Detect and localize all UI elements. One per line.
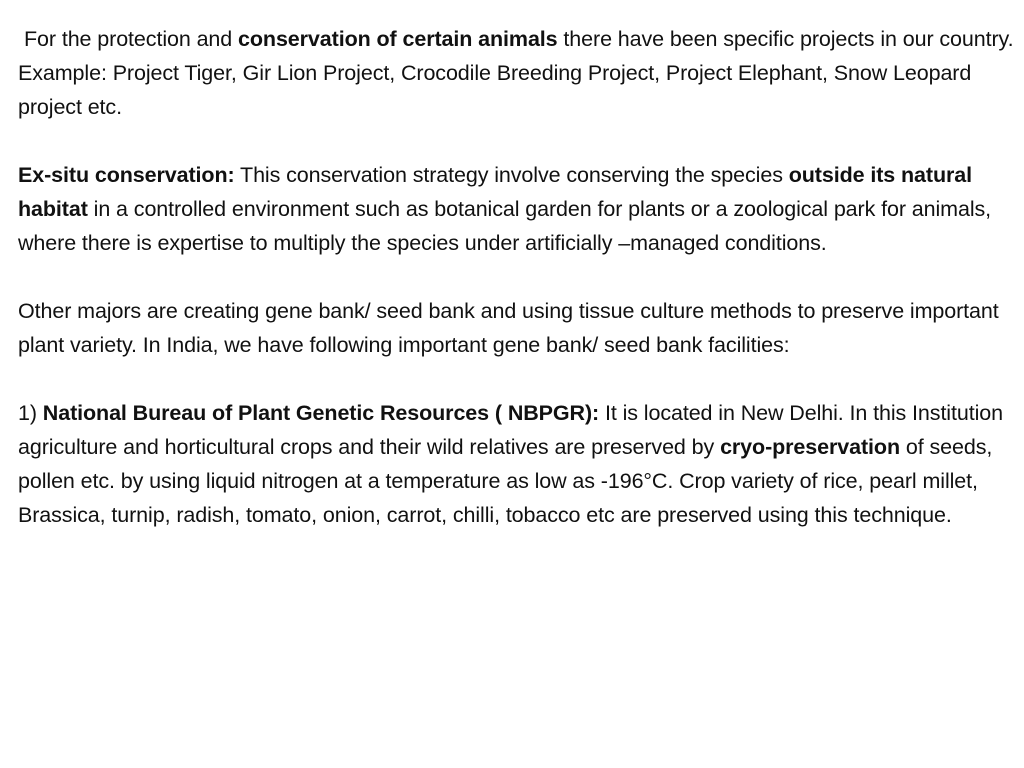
p4-bold-cryo: cryo-preservation [720,435,900,459]
p1-text-before: For the protection and [24,27,239,51]
paragraph-animal-projects [18,22,1014,124]
p2-bold-ex-situ: Ex-situ conservation: [18,163,235,187]
paragraph-gap [18,124,1014,158]
p2-bold-outside-habitat: outside its natural habitat [18,163,972,221]
paragraph-nbpgr [18,396,1014,532]
slide-content [18,22,1014,532]
p2-text-1: This conservation strategy involve conserving the species [234,163,789,187]
paragraph-ex-situ [18,158,1014,260]
p3-text: Other majors are creating gene bank/ seed bank and using tissue culture methods to preserve important plant variety. In India, we have following important gene bank/ seed bank facilities: [18,299,999,357]
p1-text-after: there have been specific projects in our country. Example: Project Tiger, Gir Lion Project, Crocodile Breeding Project, Project Elephant, Snow Leopard project etc. [18,27,1014,119]
p4-bold-nbpgr: National Bureau of Plant Genetic Resources ( NBPGR): [42,401,600,425]
paragraph-gene-bank [18,294,1014,362]
paragraph-gap [18,362,1014,396]
p2-text-2: in a controlled environment such as botanical garden for plants or a zoological park for animals, where there is expertise to multiply the species under artificially –managed conditions. [18,197,992,255]
p4-number: 1) [18,401,43,425]
p4-text-2: of seeds, pollen etc. by using liquid nitrogen at a temperature as low as -196°C. Crop variety of rice, pearl millet, Brassica, turnip, radish, tomato, onion, carrot, chilli, tobacco etc are preserved using this technique. [18,435,993,527]
p4-text-1: It is located in New Delhi. In this Institution agriculture and horticultural crops and their wild relatives are preserved by [18,401,1003,459]
p1-bold-conservation: conservation of certain animals [238,27,558,51]
paragraph-gap [18,260,1014,294]
